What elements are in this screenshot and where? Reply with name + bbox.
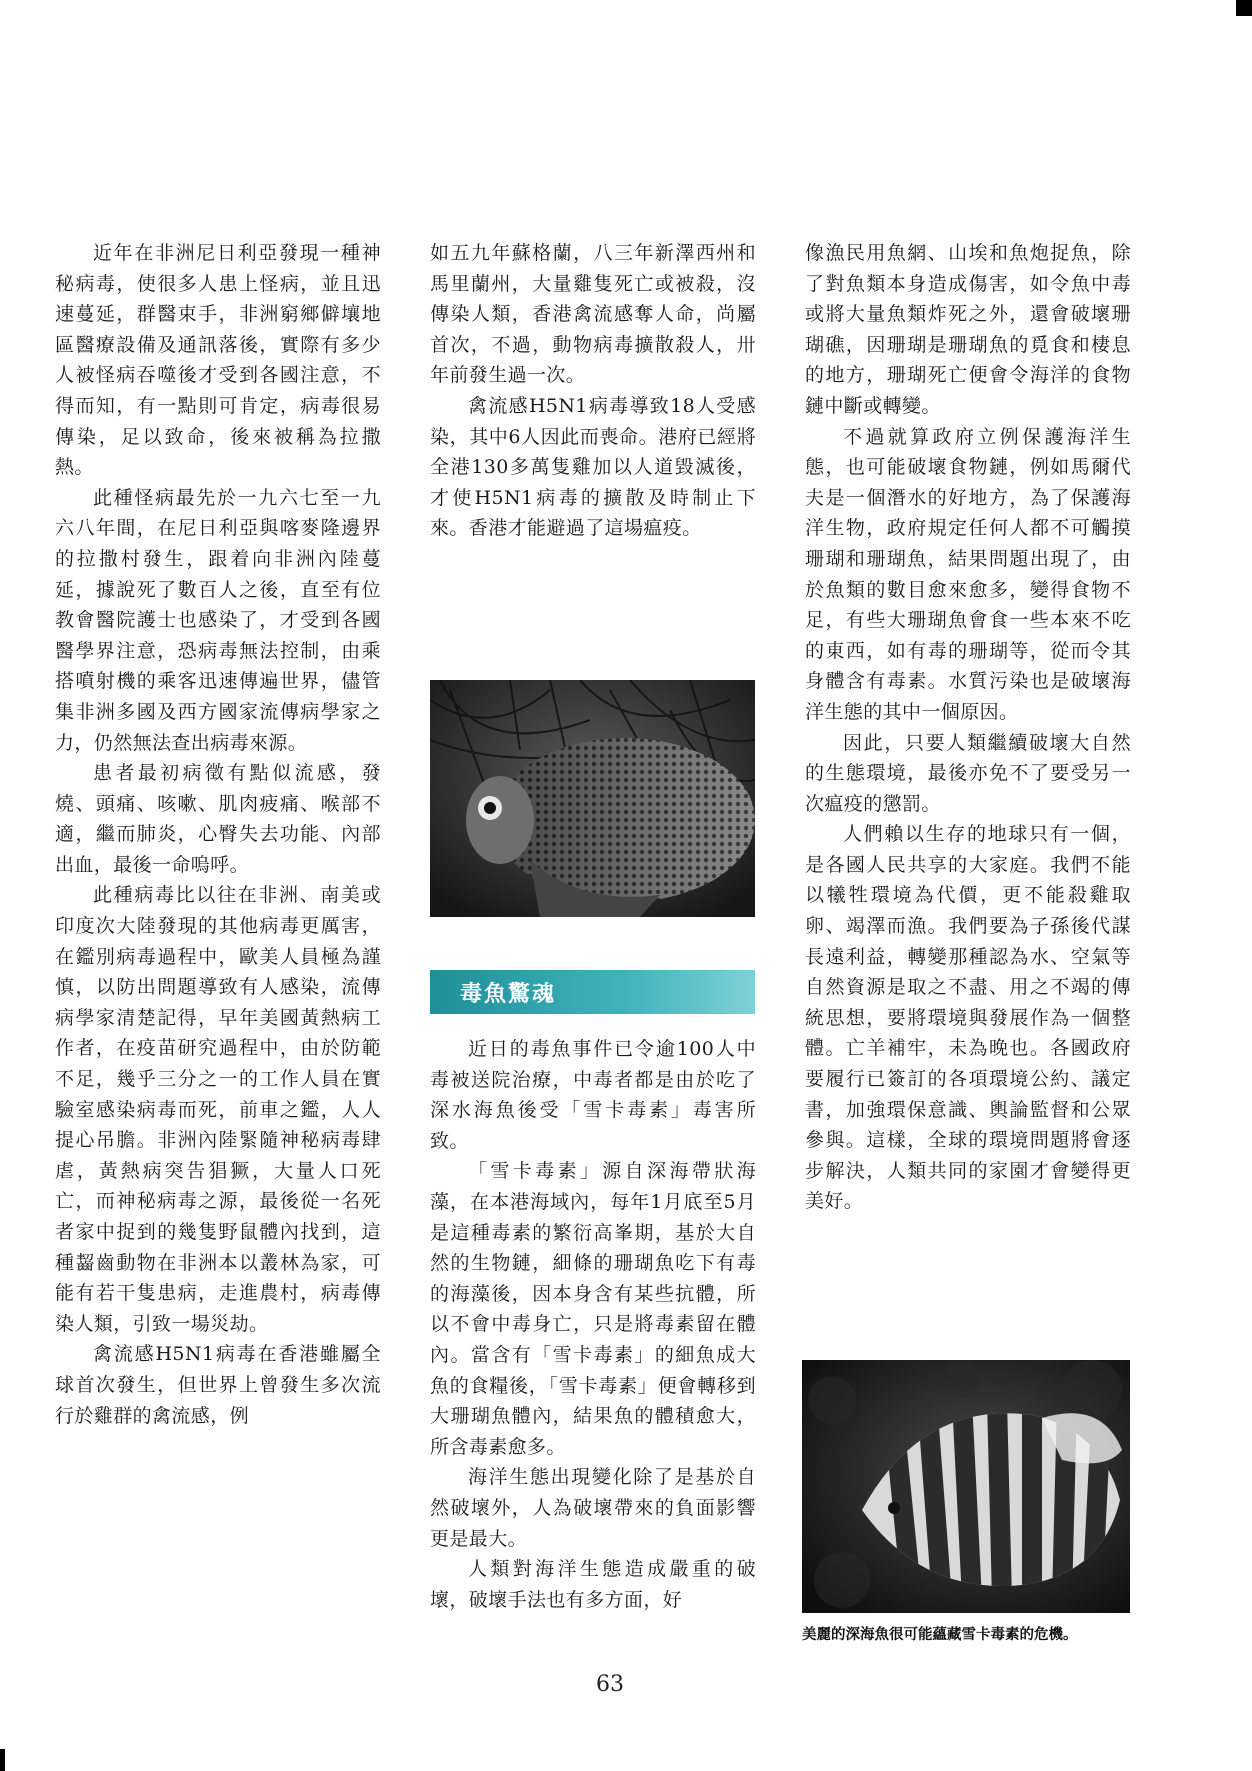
paragraph: 人們賴以生存的地球只有一個，是各國人民共享的大家庭。我們不能以犧牲環境為代價，更不能殺雞取卵、竭澤而漁。我們要為子孫後代謀長遠利益，轉變那種認為水、空氣等自然資源是取之不盡、用之不竭的傳統思想，要將環境與發展作為一個整體。亡羊補牢，未為晚也。各國政府要履行已簽訂的各項環境公約、議定書，加強環保意識、輿論監督和公眾參與。這樣，全球的環境問題將會逐步解決，人類共同的家園才會變得更美好。 [805, 823, 1131, 1213]
paragraph: 海洋生態出現變化除了是基於自然破壞外，人為破壞帶來的負面影響更是最大。 [430, 1466, 756, 1550]
paragraph-continued: 如五九年蘇格蘭，八三年新澤西州和馬里蘭州，大量雞隻死亡或被殺，沒傳染人類，香港禽流感奪人命，尚屬首次，不過，動物病毒擴散殺人，卅年前發生過一次。 [430, 242, 756, 387]
page-number: 63 [596, 1672, 624, 1697]
scan-edge-mark [0, 1749, 5, 1771]
paragraph-continued: 像漁民用魚網、山埃和魚炮捉魚，除了對魚類本身造成傷害，如令魚中毒或將大量魚類炸死之外，還會破壞珊瑚礁，因珊瑚是珊瑚魚的覓食和棲息的地方，珊瑚死亡便會令海洋的食物鏈中斷或轉變。 [805, 242, 1131, 417]
paragraph: 不過就算政府立例保護海洋生態，也可能破壞食物鏈，例如馬爾代夫是一個潛水的好地方，為了保護海洋生物，政府規定任何人都不可觸摸珊瑚和珊瑚魚，結果問題出現了，由於魚類的數目愈來愈多，變得食物不足，有些大珊瑚魚會食一些本來不吃的東西，如有毒的珊瑚等，從而令其身體含有毒素。水質污染也是破壞海洋生態的其中一個原因。 [805, 425, 1131, 723]
paragraph: 近年在非洲尼日利亞發現一種神秘病毒，使很多人患上怪病，並且迅速蔓延，群醫束手，非洲窮鄉僻壤地區醫療設備及通訊落後，實際有多少人被怪病吞噬後才受到各國注意，不得而知，有一點則可肯定，病毒很易傳染，足以致命，後來被稱為拉撒熱。 [55, 242, 381, 479]
article-column-2-top [430, 238, 756, 544]
article-column-2-bottom [430, 1034, 756, 1615]
paragraph: 因此，只要人類繼續破壞大自然的生態環境，最後亦免不了要受另一次瘟疫的懲罰。 [805, 731, 1131, 815]
angelfish-illustration [430, 680, 755, 917]
article-column-1 [55, 238, 381, 1431]
paragraph: 此種病毒比以往在非洲、南美或印度次大陸發現的其他病毒更厲害，在鑑別病毒過程中，歐美人員極為謹慎，以防出問題導致有人感染，流傳病學家清楚記得，早年美國黃熱病工作者，在疫苗研究過程中，由於防範不足，幾乎三分之一的工作人員在實驗室感染病毒而死，前車之鑑，人人提心吊膽。非洲內陸緊隨神秘病毒肆虐，黃熱病突告猖獗，大量人口死亡，而神秘病毒之源，最後從一名死者家中捉到的幾隻野鼠體內找到，這種齧齒動物在非洲本以叢林為家，可能有若干隻患病，走進農村，病毒傳染人類，引致一場災劫。 [55, 884, 381, 1335]
photo-caption: 美麗的深海魚很可能蘊藏雪卡毒素的危機。 [802, 1627, 1078, 1643]
paragraph: 人類對海洋生態造成嚴重的破壞，破壞手法也有多方面，好 [430, 1558, 756, 1611]
section-heading-bar [430, 970, 755, 1014]
paragraph: 近日的毒魚事件已令逾100人中毒被送院治療，中毒者都是由於吃了深水海魚後受「雪卡毒素」毒害所致。 [430, 1038, 756, 1152]
paragraph: 禽流感H5N1病毒在香港雖屬全球首次發生，但世界上曾發生多次流行於雞群的禽流感，例 [55, 1343, 381, 1427]
paragraph: 「雪卡毒素」源自深海帶狀海藻，在本港海域內，每年1月底至5月是這種毒素的繁衍高峯期，基於大自然的生物鏈，細條的珊瑚魚吃下有毒的海藻後，因本身含有某些抗體，所以不會中毒身亡，只是將毒素留在體內。當含有「雪卡毒素」的細魚成大魚的食糧後，「雪卡毒素」便會轉移到大珊瑚魚體內，結果魚的體積愈大，所含毒素愈多。 [430, 1160, 756, 1458]
striped-fish-photo [802, 1360, 1130, 1613]
striped-fish-illustration [802, 1360, 1130, 1613]
paragraph: 此種怪病最先於一九六七至一九六八年間，在尼日利亞與喀麥隆邊界的拉撒村發生，跟着向非洲內陸蔓延，據說死了數百人之後，直至有位教會醫院護士也感染了，才受到各國醫學界注意，恐病毒無法控制，由乘搭噴射機的乘客迅速傳遍世界，儘管集非洲多國及西方國家流傳病學家之力，仍然無法查出病毒來源。 [55, 486, 381, 754]
paragraph: 患者最初病徵有點似流感，發燒、頭痛、咳嗽、肌肉疲痛、喉部不適，繼而肺炎，心臀失去功能、內部出血，最後一命嗚呼。 [55, 762, 381, 876]
paragraph: 禽流感H5N1病毒導致18人受感染，其中6人因此而喪命。港府已經將全港130多萬隻雞加以人道毀滅後，才使H5N1病毒的擴散及時制止下來。香港才能避過了這場瘟疫。 [430, 394, 756, 540]
scan-corner-mark [1236, 0, 1252, 16]
section-heading: 毒魚驚魂 [460, 982, 557, 1007]
article-column-3 [805, 238, 1131, 1217]
angelfish-photo [430, 680, 755, 917]
